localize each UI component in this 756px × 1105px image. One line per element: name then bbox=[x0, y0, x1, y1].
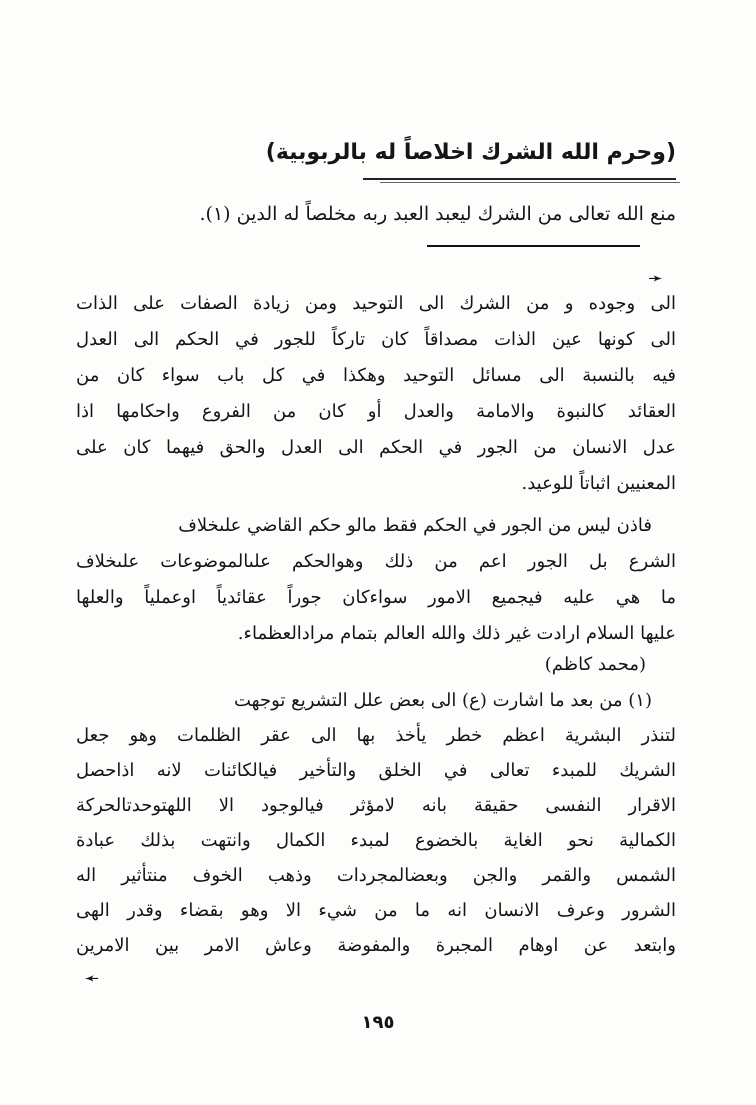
author-signature: (محمد كاظم) bbox=[544, 654, 646, 675]
paragraph-continued bbox=[76, 286, 676, 502]
footnote-line: (١) من بعد ما اشارت (ع) الى بعض علل التشريع توجهت bbox=[233, 690, 652, 711]
text-line: ما هي عليه فيجميع الامور سواءكان جوراً عقائدياً اوعملياً والعلها bbox=[76, 587, 676, 608]
text-line: العقائد كالنبوة والامامة والعدل أو كان من الفروع واحكامها اذا bbox=[76, 401, 676, 422]
heading-rule-thin bbox=[380, 182, 680, 183]
text-line: عدل الانسان من الجور في الحكم الى العدل والحق فيهما كان على bbox=[76, 437, 676, 458]
footnote bbox=[76, 683, 676, 963]
footnote-line: الشرور وعرف الانسان انه ما من شيء الا وهو بقضاء وقدر الهى bbox=[76, 900, 676, 921]
text-line: فيه بالنسبة الى مسائل التوحيد وهكذا في كل باب سواء كان من bbox=[76, 365, 676, 386]
text-line: الى وجوده و من الشرك الى التوحيد ومن زيادة الصفات على الذات bbox=[76, 293, 676, 314]
footnote-line: لتنذر البشرية اعظم خطر يأخذ بها الى عقر الظلمات وهو جعل bbox=[76, 725, 676, 746]
section-heading: (وحرم الله الشرك اخلاصاً له بالربوبية) bbox=[265, 140, 676, 165]
text-line: المعنيين اثباتاً للوعيد. bbox=[521, 473, 676, 494]
heading-rule bbox=[363, 178, 676, 180]
footnote-line: الكمالية نحو الغاية بالخضوع لمبدء الكمال وانتهت بذلك عبادة bbox=[76, 830, 676, 851]
text-line: فاذن ليس من الجور في الحكم فقط مالو حكم القاضي علىخلاف bbox=[178, 515, 652, 536]
footnote-line: الشريك للمبدء تعالى في الخلق والتأخير فيالكائنات لانه اذاحصل bbox=[76, 760, 676, 781]
footnote-line: وابتعد عن اوهام المجبرة والمفوضة وعاش الامر بين الامرين bbox=[76, 935, 676, 956]
page-number: ١٩٥ bbox=[361, 1012, 395, 1033]
continuation-arrow-left-icon bbox=[84, 968, 99, 989]
text-line: الى كونها عين الذات مصداقاً كان تاركاً للجور في الحكم الى العدل bbox=[76, 329, 676, 350]
intro-text: منع الله تعالى من الشرك ليعبد العبد ربه مخلصاً له الدين (١). bbox=[199, 203, 676, 225]
paragraph-commentary bbox=[76, 508, 676, 652]
footnote-line: الاقرار النفسى حقيقة بانه لامؤثر فيالوجود الا اللهتوحدتالحركة bbox=[76, 795, 676, 816]
text-line: عليها السلام ارادت غير ذلك والله العالم بتمام مرادالعظماء. bbox=[237, 623, 676, 644]
footnote-separator-rule bbox=[427, 245, 640, 247]
continuation-arrow-icon: ➛ bbox=[648, 268, 664, 289]
footnote-line: الشمس والقمر والجن وبعضالمجردات وذهب الخوف منتأثير اله bbox=[76, 865, 676, 886]
text-line: الشرع بل الجور اعم من ذلك وهوالحكم علىالموضوعات علىخلاف bbox=[76, 551, 676, 572]
arrow-glyph: ➛ bbox=[84, 968, 100, 989]
